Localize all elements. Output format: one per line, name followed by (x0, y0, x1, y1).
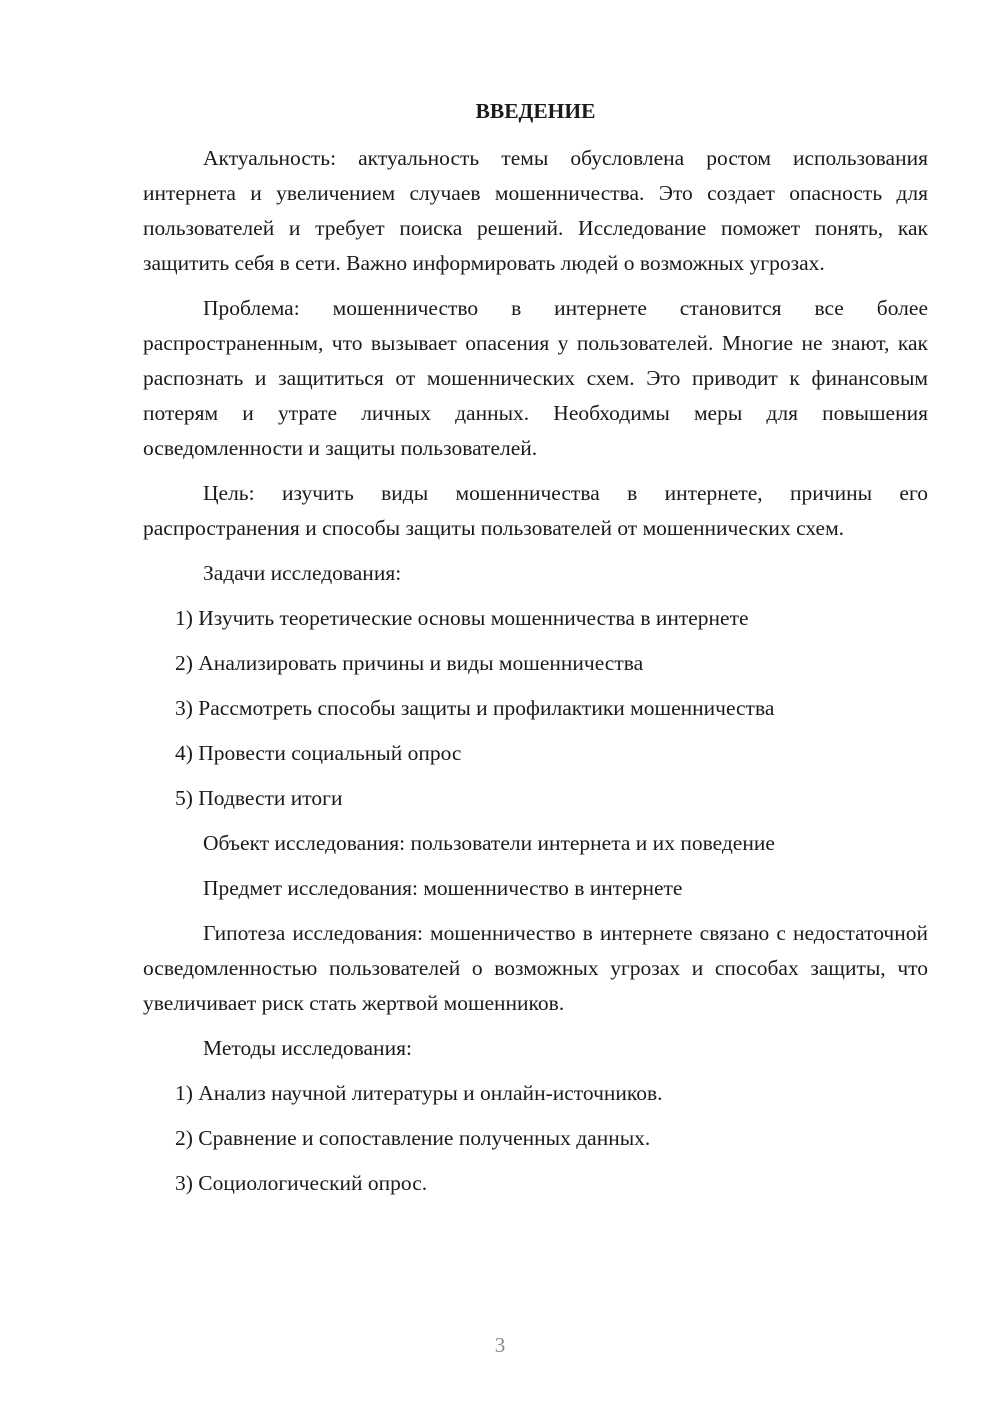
goal-paragraph: Цель: изучить виды мошенничества в интернете, причины его распространения и способы защиты пользователей от мошеннических схем. (143, 481, 928, 540)
list-item: 1) Изучить теоретические основы мошенничества в интернете (175, 606, 749, 630)
list-item: 5) Подвести итоги (175, 786, 343, 810)
problem-paragraph: Проблема: мошенничество в интернете становится все более распространенным, что вызывает опасения у пользователей. Многие не знают, как распознать и защититься от мошеннических схем. Это приводит к финансовым потерям и утрате личных данных. Необходимы меры для повышения осведомленности и защиты пользователей. (143, 296, 928, 460)
hypothesis-paragraph: Гипотеза исследования: мошенничество в интернете связано с недостаточной осведомленностью пользователей о возможных угрозах и способах защиты, что увеличивает риск стать жертвой мошенников. (143, 921, 928, 1015)
list-item: 3) Рассмотреть способы защиты и профилактики мошенничества (175, 696, 775, 720)
methods-list (143, 1076, 928, 1201)
list-item: 3) Социологический опрос. (175, 1171, 428, 1195)
page-number: 3 (494, 1333, 506, 1357)
relevance-paragraph: Актуальность: актуальность темы обусловлена ростом использования интернета и увеличением случаев мошенничества. Это создает опасность для пользователей и требует поиска решений. Исследование поможет понять, как защитить себя в сети. Важно информировать людей о возможных угрозах. (143, 146, 928, 275)
list-item: 2) Анализировать причины и виды мошенничества (175, 651, 644, 675)
subject-line: Предмет исследования: мошенничество в интернете (203, 876, 683, 900)
list-item: 2) Сравнение и сопоставление полученных данных. (175, 1126, 651, 1150)
section-heading: ВВЕДЕНИЕ (475, 99, 596, 123)
list-item: 1) Анализ научной литературы и онлайн-источников. (175, 1081, 663, 1105)
methods-title: Методы исследования: (203, 1036, 412, 1060)
list-item: 4) Провести социальный опрос (175, 741, 462, 765)
tasks-list (143, 601, 928, 816)
page-content (143, 94, 928, 1211)
object-line: Объект исследования: пользователи интернета и их поведение (203, 831, 775, 855)
tasks-title: Задачи исследования: (203, 561, 402, 585)
